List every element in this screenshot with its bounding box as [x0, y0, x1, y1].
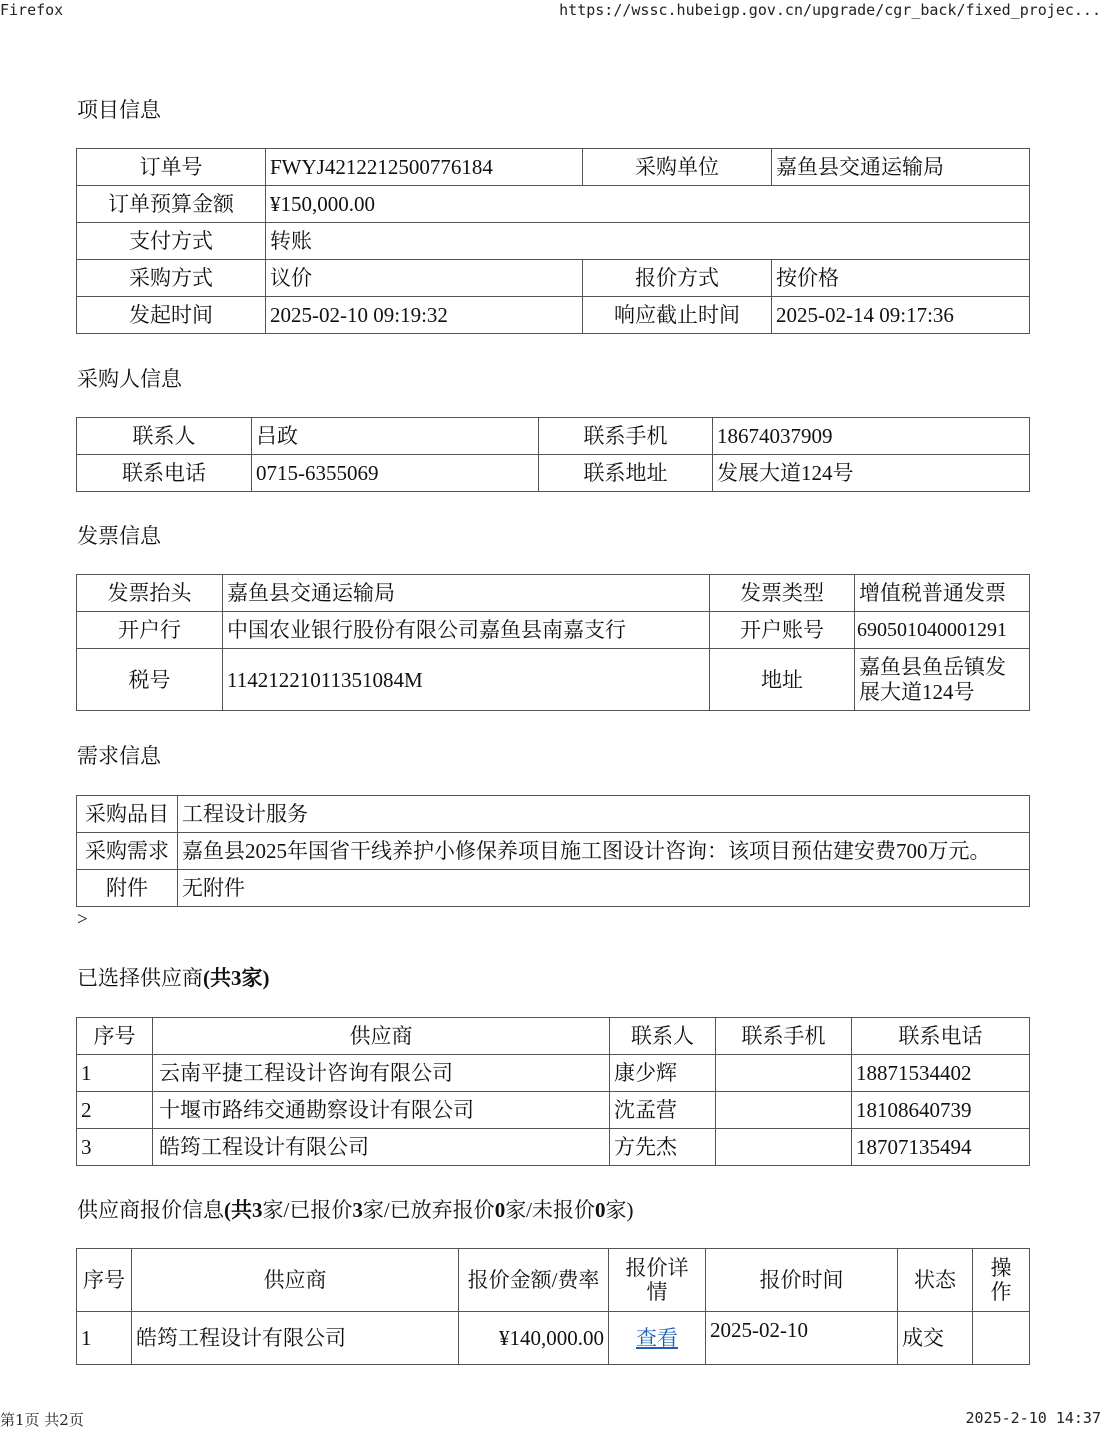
quote-method-value: 按价格: [772, 260, 1030, 297]
quote-supplier-name: 皓筠工程设计有限公司: [132, 1312, 459, 1365]
quotes-title-abandoned: 家/已放弃报价: [362, 1198, 495, 1222]
page-number: 第1页 共2页: [0, 1411, 84, 1429]
col-header-status: 状态: [898, 1249, 973, 1312]
budget-value: ¥150,000.00: [266, 186, 1030, 223]
invoice-type-value: 增值税普通发票: [855, 575, 1030, 612]
col-header-no: 序号: [77, 1249, 132, 1312]
buyer-mobile-label: 联系手机: [539, 418, 713, 455]
section-title-invoice: 发票信息: [77, 524, 161, 548]
col-header-time: 报价时间: [706, 1249, 898, 1312]
supplier-contact: 方先杰: [610, 1129, 716, 1166]
supplier-phone: 18108640739: [852, 1092, 1030, 1129]
quotes-title-text: 供应商报价信息: [77, 1198, 224, 1222]
project-info-table: [76, 148, 1030, 334]
table-row: [77, 1092, 1030, 1129]
supplier-name: 皓筠工程设计有限公司: [153, 1129, 610, 1166]
supplier-mobile: [716, 1129, 852, 1166]
deadline-label: 响应截止时间: [583, 297, 772, 334]
table-row: [77, 1312, 1030, 1365]
invoice-header-value: 嘉鱼县交通运输局: [223, 575, 710, 612]
section-title-quotes: [77, 1194, 634, 1224]
method-label: 采购方式: [77, 260, 266, 297]
buyer-address-label: 联系地址: [539, 455, 713, 492]
quotes-total-count: 3: [252, 1198, 263, 1222]
invoice-address-label: 地址: [710, 649, 855, 711]
quotes-title-quoted: 家/已报价: [262, 1198, 353, 1222]
quotes-table: [76, 1248, 1030, 1365]
item-value: 工程设计服务: [178, 796, 1030, 833]
budget-label: 订单预算金额: [77, 186, 266, 223]
buyer-unit-value: 嘉鱼县交通运输局: [772, 149, 1030, 186]
supplier-name: 十堰市路纬交通勘察设计有限公司: [153, 1092, 610, 1129]
tax-no-label: 税号: [77, 649, 223, 711]
suppliers-title-count: (共3家): [203, 966, 270, 990]
suppliers-title-text: 已选择供应商: [77, 966, 203, 990]
start-time-value: 2025-02-10 09:19:32: [266, 297, 583, 334]
supplier-contact: 沈孟营: [610, 1092, 716, 1129]
quote-action: [973, 1312, 1030, 1365]
need-value: 嘉鱼县2025年国省干线养护小修保养项目施工图设计咨询：该项目预估建安费700万元。: [178, 833, 1030, 870]
view-quote-link[interactable]: 查看: [636, 1326, 678, 1350]
supplier-mobile: [716, 1092, 852, 1129]
print-datetime: 2025-2-10 14:37: [965, 1409, 1101, 1427]
quotes-title-open: (共: [224, 1198, 252, 1222]
quote-amount: ¥140,000.00: [459, 1312, 609, 1365]
col-header-no: 序号: [77, 1018, 153, 1055]
page-url: https://wssc.hubeigp.gov.cn/upgrade/cgr_back/fixed_projec...: [559, 1, 1101, 19]
order-no-value: FWYJ4212212500776184: [266, 149, 583, 186]
col-header-phone: 联系电话: [852, 1018, 1030, 1055]
method-value: 议价: [266, 260, 583, 297]
bank-label: 开户行: [77, 612, 223, 649]
buyer-mobile-value: 18674037909: [713, 418, 1030, 455]
quotes-title-close: 家): [605, 1198, 634, 1222]
invoice-type-label: 发票类型: [710, 575, 855, 612]
quote-detail-cell: [609, 1312, 706, 1365]
quote-no: 1: [77, 1312, 132, 1365]
buyer-info-table: [76, 417, 1030, 492]
table-row: [77, 1129, 1030, 1166]
col-header-mobile: 联系手机: [716, 1018, 852, 1055]
quote-method-label: 报价方式: [583, 260, 772, 297]
attachment-label: 附件: [77, 870, 178, 907]
col-header-detail: 报价详情: [609, 1249, 706, 1312]
supplier-mobile: [716, 1055, 852, 1092]
buyer-phone-label: 联系电话: [77, 455, 252, 492]
section-title-buyer: 采购人信息: [77, 367, 182, 391]
buyer-unit-label: 采购单位: [583, 149, 772, 186]
col-header-action: 操作: [973, 1249, 1030, 1312]
table-row: [77, 1055, 1030, 1092]
col-header-supplier: 供应商: [153, 1018, 610, 1055]
quotes-quoted-count: 3: [352, 1198, 363, 1222]
attachment-value: 无附件: [178, 870, 1030, 907]
supplier-phone: 18707135494: [852, 1129, 1030, 1166]
quotes-abandoned-count: 0: [494, 1198, 506, 1222]
order-no-label: 订单号: [77, 149, 266, 186]
col-header-amount: 报价金额/费率: [459, 1249, 609, 1312]
buyer-address-value: 发展大道124号: [713, 455, 1030, 492]
bank-value: 中国农业银行股份有限公司嘉鱼县南嘉支行: [223, 612, 710, 649]
section-title-project: 项目信息: [77, 98, 161, 122]
col-header-supplier: 供应商: [132, 1249, 459, 1312]
quotes-title-unquoted: 家/未报价: [505, 1198, 596, 1222]
col-header-contact: 联系人: [610, 1018, 716, 1055]
item-label: 采购品目: [77, 796, 178, 833]
buyer-contact-label: 联系人: [77, 418, 252, 455]
buyer-contact-value: 吕政: [252, 418, 539, 455]
supplier-no: 2: [77, 1092, 153, 1129]
browser-name: Firefox: [0, 1, 64, 19]
supplier-name: 云南平捷工程设计咨询有限公司: [153, 1055, 610, 1092]
demand-info-table: [76, 795, 1030, 907]
supplier-no: 1: [77, 1055, 153, 1092]
quotes-unquoted-count: 0: [595, 1198, 606, 1222]
section-title-suppliers: [77, 962, 270, 992]
invoice-header-label: 发票抬头: [77, 575, 223, 612]
section-title-demand: 需求信息: [77, 744, 161, 768]
supplier-no: 3: [77, 1129, 153, 1166]
invoice-info-table: [76, 574, 1030, 711]
account-value: 690501040001291: [855, 612, 1030, 649]
invoice-address-value: 嘉鱼县鱼岳镇发展大道124号: [855, 649, 1030, 711]
account-label: 开户账号: [710, 612, 855, 649]
supplier-phone: 18871534402: [852, 1055, 1030, 1092]
supplier-contact: 康少辉: [610, 1055, 716, 1092]
payment-label: 支付方式: [77, 223, 266, 260]
suppliers-table: [76, 1017, 1030, 1166]
buyer-phone-value: 0715-6355069: [252, 455, 539, 492]
deadline-value: 2025-02-14 09:17:36: [772, 297, 1030, 334]
tax-no-value: 11421221011351084M: [223, 649, 710, 711]
need-label: 采购需求: [77, 833, 178, 870]
start-time-label: 发起时间: [77, 297, 266, 334]
quote-status: 成交: [898, 1312, 973, 1365]
stray-arrow-text: >: [77, 909, 88, 930]
payment-value: 转账: [266, 223, 1030, 260]
quote-time: 2025-02-10: [706, 1312, 898, 1365]
